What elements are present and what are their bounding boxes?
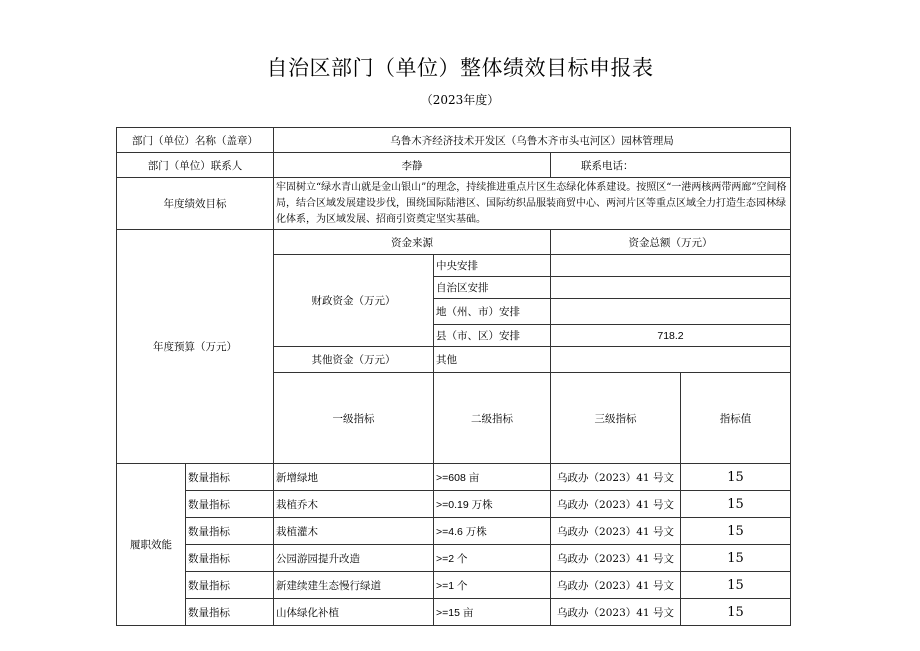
fiscal-item-central: 中央安排 [434,255,551,277]
fiscal-amount-prefecture [551,299,791,325]
dept-name-label: 部门（单位）名称（盖章） [117,128,274,153]
value-cell: >=4.6 万株 [434,518,551,545]
performance-target-table [116,127,791,626]
goal-label: 年度绩效目标 [117,178,274,230]
level2-cell: 数量指标 [186,464,274,491]
level2-cell: 数量指标 [186,572,274,599]
level3-cell: 新增绿地 [274,464,434,491]
form-title: 自治区部门（单位）整体绩效目标申报表 [266,56,654,80]
level3-cell: 公园游园提升改造 [274,545,434,572]
weight-cell: 15 [681,491,791,518]
level1-indicator: 履职效能 [117,464,186,626]
header-value: 指标值 [681,373,791,464]
basis-cell: 乌政办（2023）41 号文 [551,464,681,491]
goal-text: 牢固树立“绿水青山就是金山银山”的理念，持续推进重点片区生态绿化体系建设。按照区“一港两核两带两廊”空间格局，结合区域发展建设步伐，围绕国际陆港区、国际纺织品服装商贸中心、两河片区等重点区域全力打造生态园林绿化体系，为区域发展、招商引资奠定坚实基础。 [274,178,791,230]
weight-cell: 15 [681,545,791,572]
value-cell: >=608 亩 [434,464,551,491]
value-cell: >=1 个 [434,572,551,599]
level3-cell: 栽植灌木 [274,518,434,545]
phone-label-text: 联系电话： [581,159,634,172]
table-row [117,464,791,491]
level3-cell: 栽植乔木 [274,491,434,518]
basis-cell: 乌政办（2023）41 号文 [551,572,681,599]
fiscal-amount-region [551,277,791,299]
fund-source-header: 资金来源 [274,230,551,255]
weight-cell: 15 [681,572,791,599]
fiscal-label: 财政资金（万元） [274,255,434,347]
value-cell: >=2 个 [434,545,551,572]
level2-cell: 数量指标 [186,545,274,572]
contact-value: 李静 [274,153,551,178]
value-cell: >=0.19 万株 [434,491,551,518]
header-level3: 三级指标 [551,373,681,464]
fiscal-amount-central [551,255,791,277]
table-row [117,599,791,626]
other-fund-label: 其他资金（万元） [274,347,434,373]
table-row [117,491,791,518]
level2-cell: 数量指标 [186,518,274,545]
dept-name-value: 乌鲁木齐经济技术开发区（乌鲁木齐市头屯河区）园林管理局 [274,128,791,153]
fund-total-header: 资金总额（万元） [551,230,791,255]
fiscal-item-prefecture: 地（州、市）安排 [434,299,551,325]
weight-cell: 15 [681,518,791,545]
table-row [117,545,791,572]
level2-cell: 数量指标 [186,491,274,518]
basis-cell: 乌政办（2023）41 号文 [551,599,681,626]
table-row [117,518,791,545]
budget-label: 年度预算（万元） [117,230,274,464]
header-level2: 二级指标 [434,373,551,464]
level2-cell: 数量指标 [186,599,274,626]
fiscal-item-county: 县（市、区）安排 [434,325,551,347]
level3-cell: 新建续建生态慢行绿道 [274,572,434,599]
basis-cell: 乌政办（2023）41 号文 [551,491,681,518]
fiscal-amount-county: 718.2 [551,325,791,347]
basis-cell: 乌政办（2023）41 号文 [551,545,681,572]
basis-cell: 乌政办（2023）41 号文 [551,518,681,545]
weight-cell: 15 [681,464,791,491]
weight-cell: 15 [681,599,791,626]
form-year: （2023年度） [420,93,500,107]
fiscal-item-region: 自治区安排 [434,277,551,299]
contact-label: 部门（单位）联系人 [117,153,274,178]
other-fund-value: 其他 [434,347,551,373]
phone-label [551,153,791,178]
header-level1: 一级指标 [274,373,434,464]
value-cell: >=15 亩 [434,599,551,626]
other-fund-amount [551,347,791,373]
level3-cell: 山体绿化补植 [274,599,434,626]
table-row [117,572,791,599]
